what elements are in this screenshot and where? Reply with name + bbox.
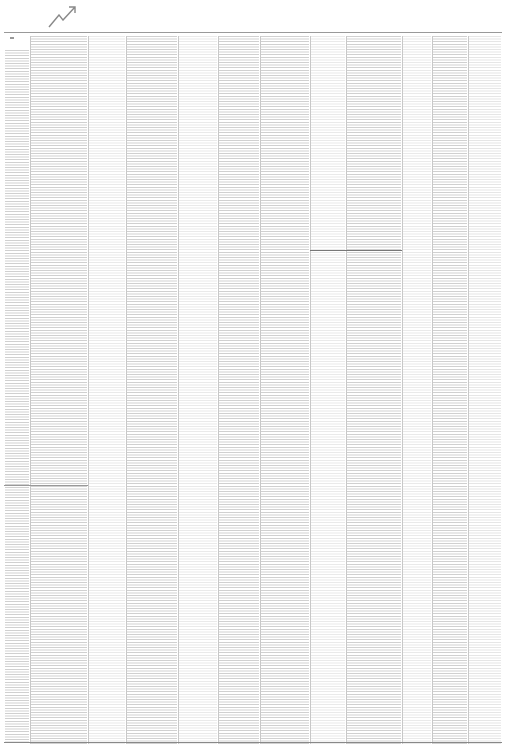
block-separator: [310, 250, 402, 251]
text-column: [310, 36, 346, 744]
text-column: [4, 36, 30, 744]
column-rule: [432, 36, 433, 744]
text-column: [260, 36, 310, 744]
column-rule: [260, 36, 261, 744]
block-separator: [4, 485, 88, 486]
text-column: [432, 36, 468, 744]
text-column: [88, 36, 126, 744]
column-rule: [88, 36, 89, 744]
column-rule: [126, 36, 127, 744]
text-column: [30, 36, 88, 744]
column-rule: [310, 36, 311, 744]
text-column: [218, 36, 260, 744]
box-title: [10, 37, 14, 39]
slash-logo-icon: [47, 5, 77, 29]
text-column: [468, 36, 502, 744]
column-rule: [402, 36, 403, 744]
column-rule: [218, 36, 219, 744]
text-column: [126, 36, 178, 744]
header-rule: [4, 32, 502, 33]
bottom-rule: [4, 742, 502, 743]
text-column: [178, 36, 218, 744]
column-rule: [346, 36, 347, 744]
disclosure-body: [4, 36, 502, 744]
text-column: [402, 36, 432, 744]
page-header: [0, 0, 506, 34]
text-column: [346, 36, 402, 744]
column-rule: [30, 36, 31, 744]
column-rule: [468, 36, 469, 744]
column-rule: [178, 36, 179, 744]
